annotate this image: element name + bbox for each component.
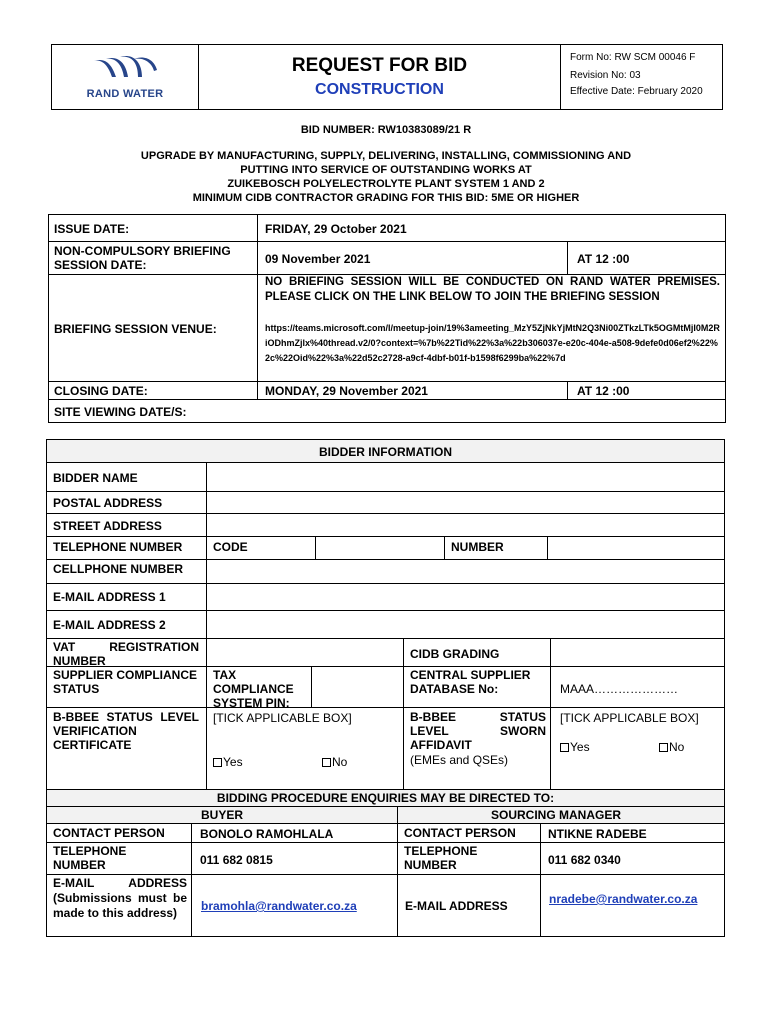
sourcing-heading: SOURCING MANAGER (491, 808, 622, 822)
email2-input[interactable] (206, 610, 725, 639)
vat-input[interactable] (206, 638, 404, 667)
csd-label: CENTRAL SUPPLIER DATABASE No: (410, 668, 531, 696)
bbbee-cert-tick-instruction: [TICK APPLICABLE BOX] (213, 711, 352, 725)
cellphone-label-cell (46, 559, 207, 584)
checkbox-icon[interactable] (322, 758, 331, 767)
bbbee-affidavit-label-cell (403, 707, 551, 790)
venue-label-cell (48, 274, 258, 382)
manager-email-link[interactable]: nradebe@randwater.co.za (549, 892, 698, 906)
manager-name: NTIKNE RADEBE (548, 827, 647, 841)
buyer-contact-label-cell (46, 823, 192, 843)
bidder-info-heading: BIDDER INFORMATION (318, 445, 453, 459)
venue-meeting-link[interactable]: https://teams.microsoft.com/l/meetup-join/19%3ameeting_MzY5ZjNkYjMtN2Q3Ni00ZTkzLTk5OGMtMjI0M2RiODhmZjlx%40thread.v2/0?context=%7b%22Tid%22%3a%22b306037e-e20c-404e-a508-9defe0d06ef2%22%2c%22Oid%22%3a%22d52c2728-a9cf-4dbf-b01f-b1598f6299ba%22%7d (265, 323, 720, 363)
buyer-email-label: E-MAIL ADDRESS (Submissions must be made to this address) (53, 876, 187, 920)
bbbee-cert-label: B-BBEE STATUS LEVEL VERIFICATION CERTIFICATE (53, 710, 199, 752)
briefing-date-value-cell (257, 241, 568, 275)
checkbox-icon[interactable] (560, 743, 569, 752)
email1-input[interactable] (206, 583, 725, 611)
csd-number-prefix: MAAA………………… (560, 682, 679, 696)
issue-date-label: ISSUE DATE: (54, 222, 130, 236)
manager-email-label: E-MAIL ADDRESS (405, 899, 508, 913)
bidder-name-label: BIDDER NAME (53, 471, 138, 485)
supplier-status-label: SUPPLIER COMPLIANCE STATUS (53, 668, 198, 696)
bbbee-affidavit-yes-option[interactable] (560, 740, 590, 754)
form-number: Form No: RW SCM 00046 F (570, 52, 696, 63)
buyer-name-cell (191, 823, 398, 843)
bbbee-affidavit-options-cell (550, 707, 725, 790)
site-viewing-row (48, 399, 726, 423)
manager-name-cell (540, 823, 725, 843)
buyer-name: BONOLO RAMOHLALA (200, 827, 334, 841)
tax-pin-label-cell (206, 666, 312, 708)
manager-phone-cell (540, 842, 725, 875)
bbbee-affidavit-no-label: No (669, 740, 685, 754)
cidb-label-cell (403, 638, 551, 667)
bbbee-cert-options-cell (206, 707, 404, 790)
supplier-status-label-cell (46, 666, 207, 708)
telephone-code-input[interactable] (315, 536, 445, 560)
manager-contact-label-cell (397, 823, 541, 843)
bbbee-affidavit-tick-instruction: [TICK APPLICABLE BOX] (560, 711, 699, 725)
closing-date-value: MONDAY, 29 November 2021 (265, 384, 428, 398)
bid-number: BID NUMBER: RW10383089/21 R (300, 124, 472, 136)
bbbee-cert-yes-option[interactable] (213, 755, 243, 769)
closing-time-cell (567, 381, 726, 400)
cidb-input[interactable] (550, 638, 725, 667)
buyer-heading: BUYER (201, 808, 244, 822)
telephone-code-label: CODE (213, 540, 248, 554)
bbbee-cert-label-cell (46, 707, 207, 790)
buyer-telephone-label-cell (46, 842, 192, 875)
closing-date-label-cell (48, 381, 258, 400)
page-subtitle: CONSTRUCTION (315, 81, 444, 98)
email2-label: E-MAIL ADDRESS 2 (53, 618, 166, 632)
cellphone-label: CELLPHONE NUMBER (53, 562, 184, 576)
issue-date-value-cell (257, 214, 726, 242)
telephone-number-label: NUMBER (451, 540, 504, 554)
vat-label-cell (46, 638, 207, 667)
buyer-email-link[interactable]: bramohla@randwater.co.za (201, 899, 357, 913)
telephone-number-input[interactable] (547, 536, 725, 560)
bbbee-cert-yes-label: Yes (223, 755, 243, 769)
page-title: REQUEST FOR BID (291, 55, 468, 76)
checkbox-icon[interactable] (659, 743, 668, 752)
enquiries-heading: BIDDING PROCEDURE ENQUIRIES MAY BE DIRECTED TO: (216, 791, 555, 805)
csd-input-cell[interactable] (550, 666, 725, 708)
telephone-label: TELEPHONE NUMBER (53, 540, 183, 554)
revision-number: Revision No: 03 (570, 70, 641, 81)
closing-time: AT 12 :00 (577, 384, 630, 398)
street-address-label-cell (46, 513, 207, 537)
rand-water-logo-icon (90, 55, 160, 85)
postal-address-label: POSTAL ADDRESS (53, 496, 163, 510)
manager-contact-label: CONTACT PERSON (404, 826, 516, 840)
venue-value-cell (257, 274, 726, 382)
manager-email-cell (540, 874, 725, 937)
header-meta-cell (560, 44, 723, 110)
bidder-name-label-cell (46, 462, 207, 492)
csd-label-cell (403, 666, 551, 708)
email2-label-cell (46, 610, 207, 639)
tax-pin-label: TAX COMPLIANCE SYSTEM PIN: (213, 668, 294, 710)
issue-date-value: FRIDAY, 29 October 2021 (265, 222, 407, 236)
buyer-contact-label: CONTACT PERSON (53, 826, 165, 840)
telephone-label-cell (46, 536, 207, 560)
buyer-phone-cell (191, 842, 398, 875)
briefing-date-label-cell (48, 241, 258, 275)
header-title-cell (198, 44, 561, 110)
tax-pin-input[interactable] (311, 666, 404, 708)
header-logo-cell (51, 44, 199, 110)
manager-phone: 011 682 0340 (548, 853, 621, 867)
sourcing-heading-cell (397, 806, 725, 824)
effective-date: Effective Date: February 2020 (570, 86, 703, 97)
briefing-date-label: NON-COMPULSORY BRIEFING SESSION DATE: (54, 244, 231, 272)
bidder-info-heading-cell (46, 439, 725, 463)
manager-telephone-label: TELEPHONE NUMBER (404, 844, 478, 872)
email1-label: E-MAIL ADDRESS 1 (53, 590, 166, 604)
closing-date-label: CLOSING DATE: (54, 384, 148, 398)
bid-description-line-2: PUTTING INTO SERVICE OF OUTSTANDING WORKS AT (240, 164, 532, 176)
bid-description-line-1: UPGRADE BY MANUFACTURING, SUPPLY, DELIVERING, INSTALLING, COMMISSIONING AND (140, 150, 632, 162)
venue-label: BRIEFING SESSION VENUE: (54, 322, 217, 336)
bbbee-affidavit-label: B-BBEE STATUS LEVEL SWORN AFFIDAVIT (410, 710, 546, 752)
bidder-name-input[interactable] (206, 462, 725, 492)
vat-label: VAT REGISTRATION NUMBER (53, 640, 199, 668)
bid-description-line-3: ZUIKEBOSCH POLYELECTROLYTE PLANT SYSTEM 1 AND 2 (227, 178, 545, 190)
checkbox-icon[interactable] (213, 758, 222, 767)
manager-telephone-label-cell (397, 842, 541, 875)
cidb-label: CIDB GRADING (410, 647, 500, 661)
buyer-email-label-cell (46, 874, 192, 937)
bbbee-affidavit-yes-label: Yes (570, 740, 590, 754)
email1-label-cell (46, 583, 207, 611)
manager-email-label-cell (397, 874, 541, 937)
buyer-telephone-label: TELEPHONE NUMBER (53, 844, 127, 872)
postal-address-input[interactable] (206, 491, 725, 514)
buyer-phone: 011 682 0815 (200, 853, 273, 867)
telephone-number-label-cell (444, 536, 548, 560)
telephone-code-label-cell (206, 536, 316, 560)
briefing-date-value: 09 November 2021 (265, 252, 371, 266)
logo-text: RAND WATER (86, 88, 164, 100)
street-address-label: STREET ADDRESS (53, 519, 162, 533)
issue-date-label-cell (48, 214, 258, 242)
briefing-time: AT 12 :00 (577, 252, 630, 266)
bbbee-affidavit-note: (EMEs and QSEs) (410, 753, 509, 767)
closing-date-value-cell (257, 381, 568, 400)
buyer-heading-cell (46, 806, 398, 824)
enquiries-heading-cell (46, 789, 725, 807)
bid-description-line-4: MINIMUM CIDB CONTRACTOR GRADING FOR THIS BID: 5ME OR HIGHER (192, 192, 580, 204)
briefing-time-cell (567, 241, 726, 275)
bbbee-affidavit-no-option[interactable] (659, 740, 684, 754)
cellphone-input[interactable] (206, 559, 725, 584)
venue-notice: NO BRIEFING SESSION WILL BE CONDUCTED ON RAND WATER PREMISES. PLEASE CLICK ON THE LINK BELOW TO JOIN THE BRIEFING SESSION (265, 276, 720, 303)
site-viewing-label: SITE VIEWING DATE/S: (54, 405, 187, 419)
buyer-email-cell (191, 874, 398, 937)
street-address-input[interactable] (206, 513, 725, 537)
postal-address-label-cell (46, 491, 207, 514)
bbbee-cert-no-label: No (332, 755, 348, 769)
bbbee-cert-no-option[interactable] (322, 755, 347, 769)
